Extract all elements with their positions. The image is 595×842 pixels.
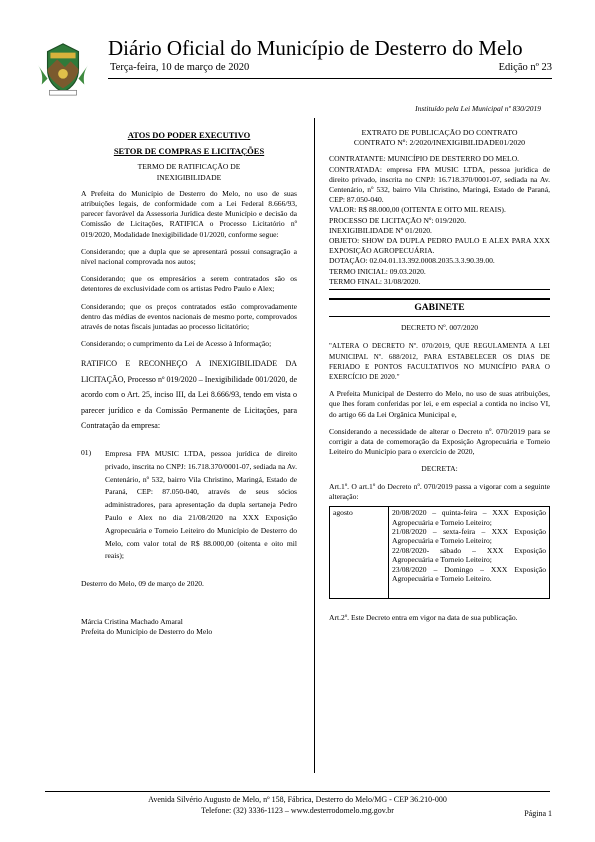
signature-name: Márcia Cristina Machado Amaral (81, 617, 183, 627)
table-row (330, 507, 550, 599)
article-2: Art.2º. Este Decreto entra em vigor na data de sua publicação. (329, 613, 518, 623)
section-title-purchasing: SETOR DE COMPRAS E LICITAÇÕES (113, 146, 265, 157)
paragraph-considering-3: Considerando; que os preços contratados estão comprovadamente dentro das médias de eventos nacionais de mesmo porte, comprovados através de notas fiscais juntadas ao processo licitatório; (81, 301, 297, 332)
contract-item (81, 448, 297, 563)
section-title-cabinet: GABINETE (329, 298, 550, 317)
contract-value: VALOR: R$ 88.000,00 (OITENTA E OITO MIL REAIS). (329, 205, 506, 215)
paragraph-considering-4: Considerando; o cumprimento da Lei de Acesso à Informação; (81, 339, 272, 349)
contract-object: OBJETO: SHOW DA DUPLA PEDRO PAULO E ALEX PARA XXX EXPOSIÇÃO AGROPECUÁRIA. (329, 236, 550, 256)
contract-extract (329, 154, 550, 290)
decree-number: DECRETO Nº. 007/2020 (400, 323, 479, 333)
holiday-table (329, 506, 550, 599)
list-item: 23/08/2020 – Domingo – XXX Exposição Agropecuária e Torneio Leiteiro. (392, 564, 546, 583)
header-divider (108, 78, 552, 79)
contracted-party: CONTRATADA: empresa FPA MUSIC LTDA, pessoa jurídica de direito privado, inscrita no CNPJ: 16.718.370/0001-07, sediada na Av. Centenário, nº 532, bairro Vila Christino, Maringá, Estado de Paraná, CEP: 87.050-040. (329, 164, 550, 205)
list-item: 22/08/2020- sábado – XXX Exposição Agropecuária e Torneio Leiteiro; (392, 545, 546, 565)
term-title-line1: TERMO DE RATIFICAÇÃO DE (137, 162, 241, 172)
paragraph-considering-2: Considerando; que os empresários a serem contratados são os detentores de exclusividade com os artistas Pedro Paulo e Alex; (81, 274, 297, 294)
paragraph-considering-decree: Considerando a necessidade de alterar o Decreto nº. 070/2019 para se corrigir a data de comemoração da Exposição Agropecuária e Torneio Leiteiro do Município para o exercício de 2020, (329, 426, 550, 457)
instituted-note: Instituído pela Lei Municipal nº 830/2019 (415, 104, 541, 113)
item-number: 01) (81, 447, 92, 457)
header (0, 0, 595, 100)
paragraph-ratifico: RATIFICO E RECONHEÇO A INEXIGIBILIDADE DA LICITAÇÃO, Processo nº 019/2020 – Inexigibilidade 001/2020, de acordo com o Art. 25, inciso III, da Lei 8.666/93, tendo em vista o parecer jurídico e da Comissão Permanente de Licitações, para Contratação da empresa: (81, 359, 297, 431)
right-column (329, 128, 550, 631)
extract-title-line1: EXTRATO DE PUBLICAÇÃO DO CONTRATO (361, 128, 518, 137)
footer-divider (45, 791, 550, 792)
municipal-crest-icon (34, 40, 92, 98)
table-month-cell: agosto (330, 507, 389, 599)
contracting-party: CONTRATANTE: MUNICÍPIO DE DESTERRO DO MELO. (329, 154, 520, 164)
paragraph-mayor-powers: A Prefeita Municipal de Desterro do Melo, no uso de suas atribuições, que lhes foram conferidas por lei, e em especial a contida no inciso VI, do artigo 66 da Lei Orgânica Municipal e, (329, 389, 550, 419)
budget-allocation: DOTAÇÃO: 02.04.01.13.392.0008.2035.3.3.90.39.00. (329, 256, 495, 266)
inexigibility-number: INEXIGIBILIDADE Nº 01/2020. (329, 225, 432, 235)
term-title-line2: INEXIGIBILIDADE (156, 172, 222, 182)
decree-summary: "ALTERA O DECRETO Nº. 070/2019, QUE REGULAMENTA A LEI MUNICIPAL Nº. 688/2012, PARA ESTABELECER OS DIAS DE FERIADO E PONTOS FACULTATIVOS NO MUNICÍPIO PARA O EXERCÍCIO DE 2020." (329, 342, 550, 382)
section-title-executive: ATOS DO PODER EXECUTIVO (127, 130, 251, 140)
issue-date: Terça-feira, 10 de março de 2020 (110, 62, 250, 73)
newspaper-title: Diário Oficial do Município de Desterro do Melo (108, 36, 523, 60)
start-term: TERMO INICIAL: 09.03.2020. (329, 266, 426, 276)
column-divider (314, 118, 315, 773)
decree-heading: DECRETA: (421, 464, 458, 474)
item-text: Empresa FPA MUSIC LTDA, pessoa jurídica de direito privado, inscrita no CNPJ: 16.718.370/0001-07, sediada na Av. Centenário, nº 532, bairro Vila Christino, Maringá, Estado de Paraná, CEP: 87.050-040, através de seus sócios administradores, para apresentação da dupla sertaneja Pedro Paulo e Alex no dia 21/08/2020 na XXX Exposição Agropecuária e Torneio Leiteiro do Município de Desterro do Melo, com valor total de R$ 88.000,00 (oitenta e oito mil reais); (105, 448, 297, 561)
left-column (81, 128, 297, 636)
list-item: 20/08/2020 – quinta-feira – XXX Exposição Agropecuária e Torneio Leiteiro; (392, 508, 546, 527)
article-1: Art.1º. O art.1º do Decreto nº. 070/2019 passa a vigorar com a seguinte alteração: (329, 481, 550, 501)
place-and-date: Desterro do Melo, 09 de março de 2020. (81, 579, 204, 589)
list-item: 21/08/2020 – sexta-feira – XXX Exposição Agropecuária e Torneio Leiteiro; (392, 526, 546, 546)
footer-contact: Telefone: (32) 3336-1123 – www.desterrodomelo.mg.gov.br (201, 806, 394, 815)
extract-title (329, 128, 550, 148)
paragraph-considering-1: Considerando; que a dupla que se apresentará possui consagração a nível nacional comprovada nos autos; (81, 246, 297, 267)
extract-title-line2: CONTRATO Nº: 2/2020/INEXIGIBILIDADE01/2020 (353, 138, 526, 148)
table-dates-cell (389, 507, 550, 599)
edition-number: Edição nº 23 (498, 62, 552, 73)
page-number: Página 1 (524, 809, 552, 818)
signature-role: Prefeita do Município de Desterro do Melo (81, 626, 213, 636)
bidding-process: PROCESSO DE LICITAÇÃO Nº: 019/2020. (329, 215, 466, 225)
end-term: TERMO FINAL: 31/08/2020. (329, 276, 421, 286)
footer-address: Avenida Silvério Augusto de Melo, nº 158, Fábrica, Desterro do Melo/MG - CEP 36.210-000 (148, 795, 447, 804)
paragraph-ratifies: A Prefeita do Município de Desterro do Melo, no uso de suas atribuições legais, de conformidade com a Lei Federal 8.666/93, parecer favorável da Assessoria Jurídica deste Município e decisão da Comissão de Licitações, RATIFICA o Processo Licitatório nº 019/2020, Modalidade Inexigibilidade 01/2020, conforme segue: (81, 188, 297, 239)
